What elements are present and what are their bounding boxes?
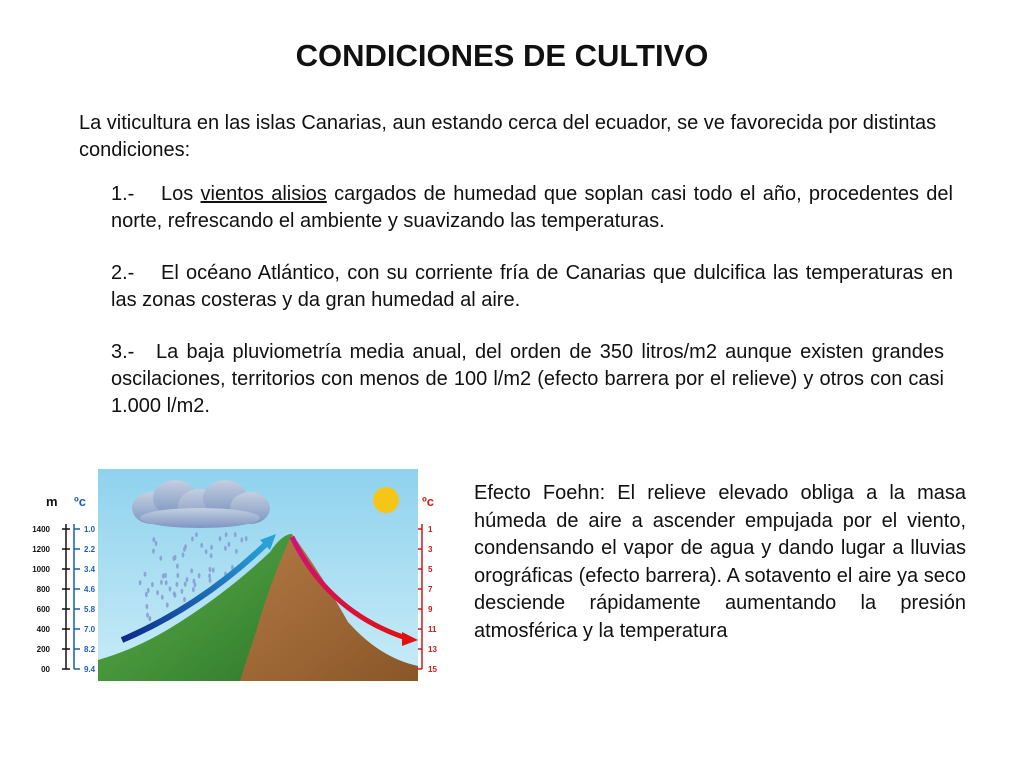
- left-temp-tick-label: 1.0: [84, 525, 96, 534]
- rain-drop: [225, 532, 228, 537]
- rain-drop: [228, 542, 231, 547]
- right-temp-tick-label: 13: [428, 645, 437, 654]
- item-text-pre: Los: [161, 183, 201, 205]
- rain-drop: [208, 573, 211, 578]
- item-text: La baja pluviometría media anual, del orden de 350 litros/m2 aunque existen grandes oscilaciones, territorios con menos de 100 l/m2 (efecto barrera por el relieve) y otros con casi 1.000 l/m2.: [111, 341, 944, 417]
- rain-drop: [169, 586, 172, 591]
- intro-paragraph: La viticultura en las islas Canarias, aun estando cerca del ecuador, se ve favorecida por distintas condiciones:: [79, 112, 937, 161]
- rain-drop: [209, 578, 212, 583]
- rain-drop: [182, 552, 185, 557]
- rain-drop: [176, 573, 179, 578]
- altitude-tick-label: 400: [36, 625, 50, 634]
- altitude-tick-label: 200: [36, 645, 50, 654]
- rain-drop: [191, 536, 194, 541]
- right-temp-tick-label: 1: [428, 525, 433, 534]
- rain-drop: [194, 582, 197, 587]
- rain-drop: [161, 595, 164, 600]
- rain-drop: [162, 573, 165, 578]
- rain-drop: [173, 591, 176, 596]
- rain-drop: [195, 532, 198, 537]
- left-temp-unit-label: ºc: [74, 494, 86, 509]
- vientos-alisios-link[interactable]: vientos alisios: [200, 183, 327, 205]
- altitude-tick-label: 1400: [32, 525, 50, 534]
- left-temp-tick-label: 3.4: [84, 565, 96, 574]
- page-title: CONDICIONES DE CULTIVO: [295, 38, 709, 73]
- rain-drop: [192, 587, 195, 592]
- rain-drop: [176, 582, 179, 587]
- right-temp-tick-label: 7: [428, 585, 433, 594]
- right-temp-tick-label: 15: [428, 665, 437, 674]
- rain-drop: [166, 602, 169, 607]
- rain-drop: [147, 588, 150, 593]
- left-temp-tick-label: 7.0: [84, 625, 96, 634]
- rain-drop: [165, 580, 168, 585]
- rain-drop: [200, 543, 203, 548]
- rain-drop: [234, 532, 237, 537]
- item-text: El océano Atlántico, con su corriente fría de Canarias que dulcifica las temperaturas en las zonas costeras y da gran humedad al aire.: [111, 262, 953, 311]
- rain-drop: [144, 572, 147, 577]
- rain-drop: [184, 544, 187, 549]
- rain-drop: [224, 546, 227, 551]
- altitude-tick-label: 1200: [32, 545, 50, 554]
- right-temp-tick-label: 3: [428, 545, 433, 554]
- altitude-tick-label: 600: [36, 605, 50, 614]
- rain-drop: [139, 580, 142, 585]
- rain-drop: [149, 616, 152, 621]
- rain-drop: [235, 549, 238, 554]
- rain-drop: [174, 555, 177, 560]
- left-temp-tick-label: 4.6: [84, 585, 96, 594]
- rain-drop: [205, 549, 208, 554]
- right-temp-tick-label: 11: [428, 625, 437, 634]
- rain-drop: [146, 604, 149, 609]
- rain-drop: [151, 582, 154, 587]
- left-temp-tick-label: 8.2: [84, 645, 96, 654]
- rain-drop: [160, 580, 163, 585]
- rain-drop: [240, 537, 243, 542]
- left-temp-tick-label: 2.2: [84, 545, 96, 554]
- rain-drop: [212, 568, 215, 573]
- rain-drop: [152, 549, 155, 554]
- left-temperature-axis: [74, 524, 96, 674]
- left-temp-tick-label: 5.8: [84, 605, 96, 614]
- rain-drop: [183, 597, 186, 602]
- rain-drop: [198, 573, 201, 578]
- right-temperature-axis: [418, 524, 437, 674]
- altitude-unit-label: m: [46, 494, 58, 509]
- rain-drop: [146, 613, 149, 618]
- rain-drop: [159, 556, 162, 561]
- altitude-tick-label: 1000: [32, 565, 50, 574]
- rain-drop: [210, 553, 213, 558]
- item-number: 1.-: [111, 183, 135, 205]
- list-item-oceano: [111, 260, 953, 314]
- foehn-effect-description: Efecto Foehn: El relieve elevado obliga a la masa húmeda de aire a ascender empujada por el viento, condensando el vapor de agua y dando lugar a lluvias orográficas (efecto barrera). A sotavento el aire ya seco desciende rápidamente aumentando la presión atmosférica y la temperatura: [474, 482, 966, 642]
- rain-drop: [155, 541, 158, 546]
- rain-drop: [245, 536, 248, 541]
- rain-drop: [152, 537, 155, 542]
- rain-drop: [219, 536, 222, 541]
- item-number: 3.-: [111, 341, 135, 363]
- rain-drop: [210, 545, 213, 550]
- list-item-vientos: [111, 181, 953, 235]
- rain-drop: [156, 590, 159, 595]
- altitude-tick-label: 00: [41, 665, 50, 674]
- sun-icon: [373, 487, 399, 513]
- left-temp-tick-label: 9.4: [84, 665, 96, 674]
- altitude-tick-label: 800: [36, 585, 50, 594]
- right-temp-tick-label: 9: [428, 605, 433, 614]
- rain-drop: [209, 567, 212, 572]
- rain-drop: [176, 564, 179, 569]
- right-temp-tick-label: 5: [428, 565, 433, 574]
- item-text-post: cargados de humedad que soplan casi todo el año, procedentes del norte, refrescando el ambiente y suavizando las temperaturas.: [111, 183, 953, 232]
- list-item-pluviometria: [111, 339, 944, 420]
- foehn-effect-diagram: [30, 462, 450, 684]
- rain-drop: [184, 582, 187, 587]
- altitude-axis: [32, 524, 70, 674]
- right-temp-unit-label: ºc: [422, 494, 434, 509]
- rain-drop: [190, 568, 193, 573]
- rain-drop: [145, 592, 148, 597]
- rain-drop: [186, 577, 189, 582]
- item-number: 2.-: [111, 262, 135, 284]
- rain-drop: [181, 589, 184, 594]
